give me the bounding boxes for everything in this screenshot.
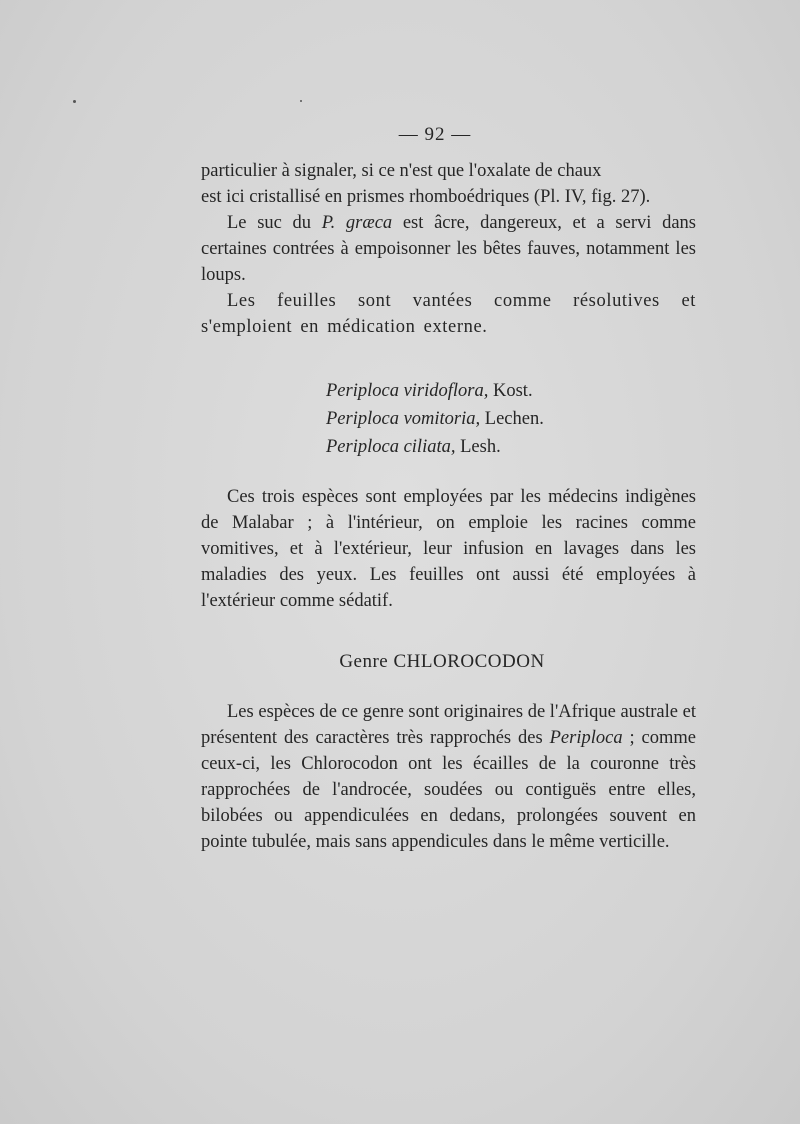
top-text-block — [201, 158, 696, 340]
taxon-abbrev: P. græca — [321, 213, 393, 233]
species-name: Periploca ciliata, — [326, 437, 456, 457]
bottom-text-block — [201, 699, 696, 855]
middle-text-block — [201, 484, 696, 614]
species-entry — [326, 377, 544, 405]
paragraph-line: est ici cristallisé en prismes rhomboédriques (Pl. IV, fig. 27). — [201, 187, 651, 207]
paragraph-continuation — [201, 158, 696, 210]
paragraph-chlorocodon: Les espèces de ce genre sont originaires de l'Afrique australe et présentent des caractères très rapprochés des Periploca ; comme ceux-ci, les Chlorocodon ont les écailles de la couronne très rapprochées de l'androcée, soudées ou contiguës entre elles, bilobées ou appendiculées en dedans, prolongées souvent en pointe tubulée, mais sans appendicules dans le même verticille. — [201, 702, 696, 852]
ink-speck — [300, 100, 302, 102]
paragraph-feuilles: Les feuilles sont vantées comme résolutives et s'emploient en médication externe. — [201, 291, 696, 337]
species-entry — [326, 405, 544, 433]
section-heading: Genre CHLOROCODON — [339, 651, 545, 672]
species-list — [326, 377, 544, 461]
page-number: — 92 — — [398, 124, 472, 145]
species-name: Periploca vomitoria, — [326, 409, 481, 429]
ink-speck — [73, 100, 76, 103]
species-entry — [326, 433, 544, 461]
paragraph-line: particulier à signaler, si ce n'est que l'oxalate de chaux — [201, 161, 602, 181]
species-author: Lechen. — [484, 409, 544, 429]
species-name: Periploca viridoflora, — [326, 381, 489, 401]
species-author: Kost. — [493, 381, 533, 401]
species-author: Lesh. — [460, 437, 501, 457]
paragraph-suc: Le suc du P. græca est âcre, dangereux, et a servi dans certaines contrées à empoisonner les bêtes fauves, notamment les loups. — [201, 213, 696, 285]
taxon-name: Periploca — [549, 728, 623, 748]
paragraph-usage: Ces trois espèces sont employées par les médecins indigènes de Malabar ; à l'intérieur, on emploie les racines comme vomitives, et à l'extérieur, leur infusion en lavages dans les maladies des yeux. Les feuilles ont aussi été employées à l'extérieur comme sédatif. — [201, 487, 696, 611]
